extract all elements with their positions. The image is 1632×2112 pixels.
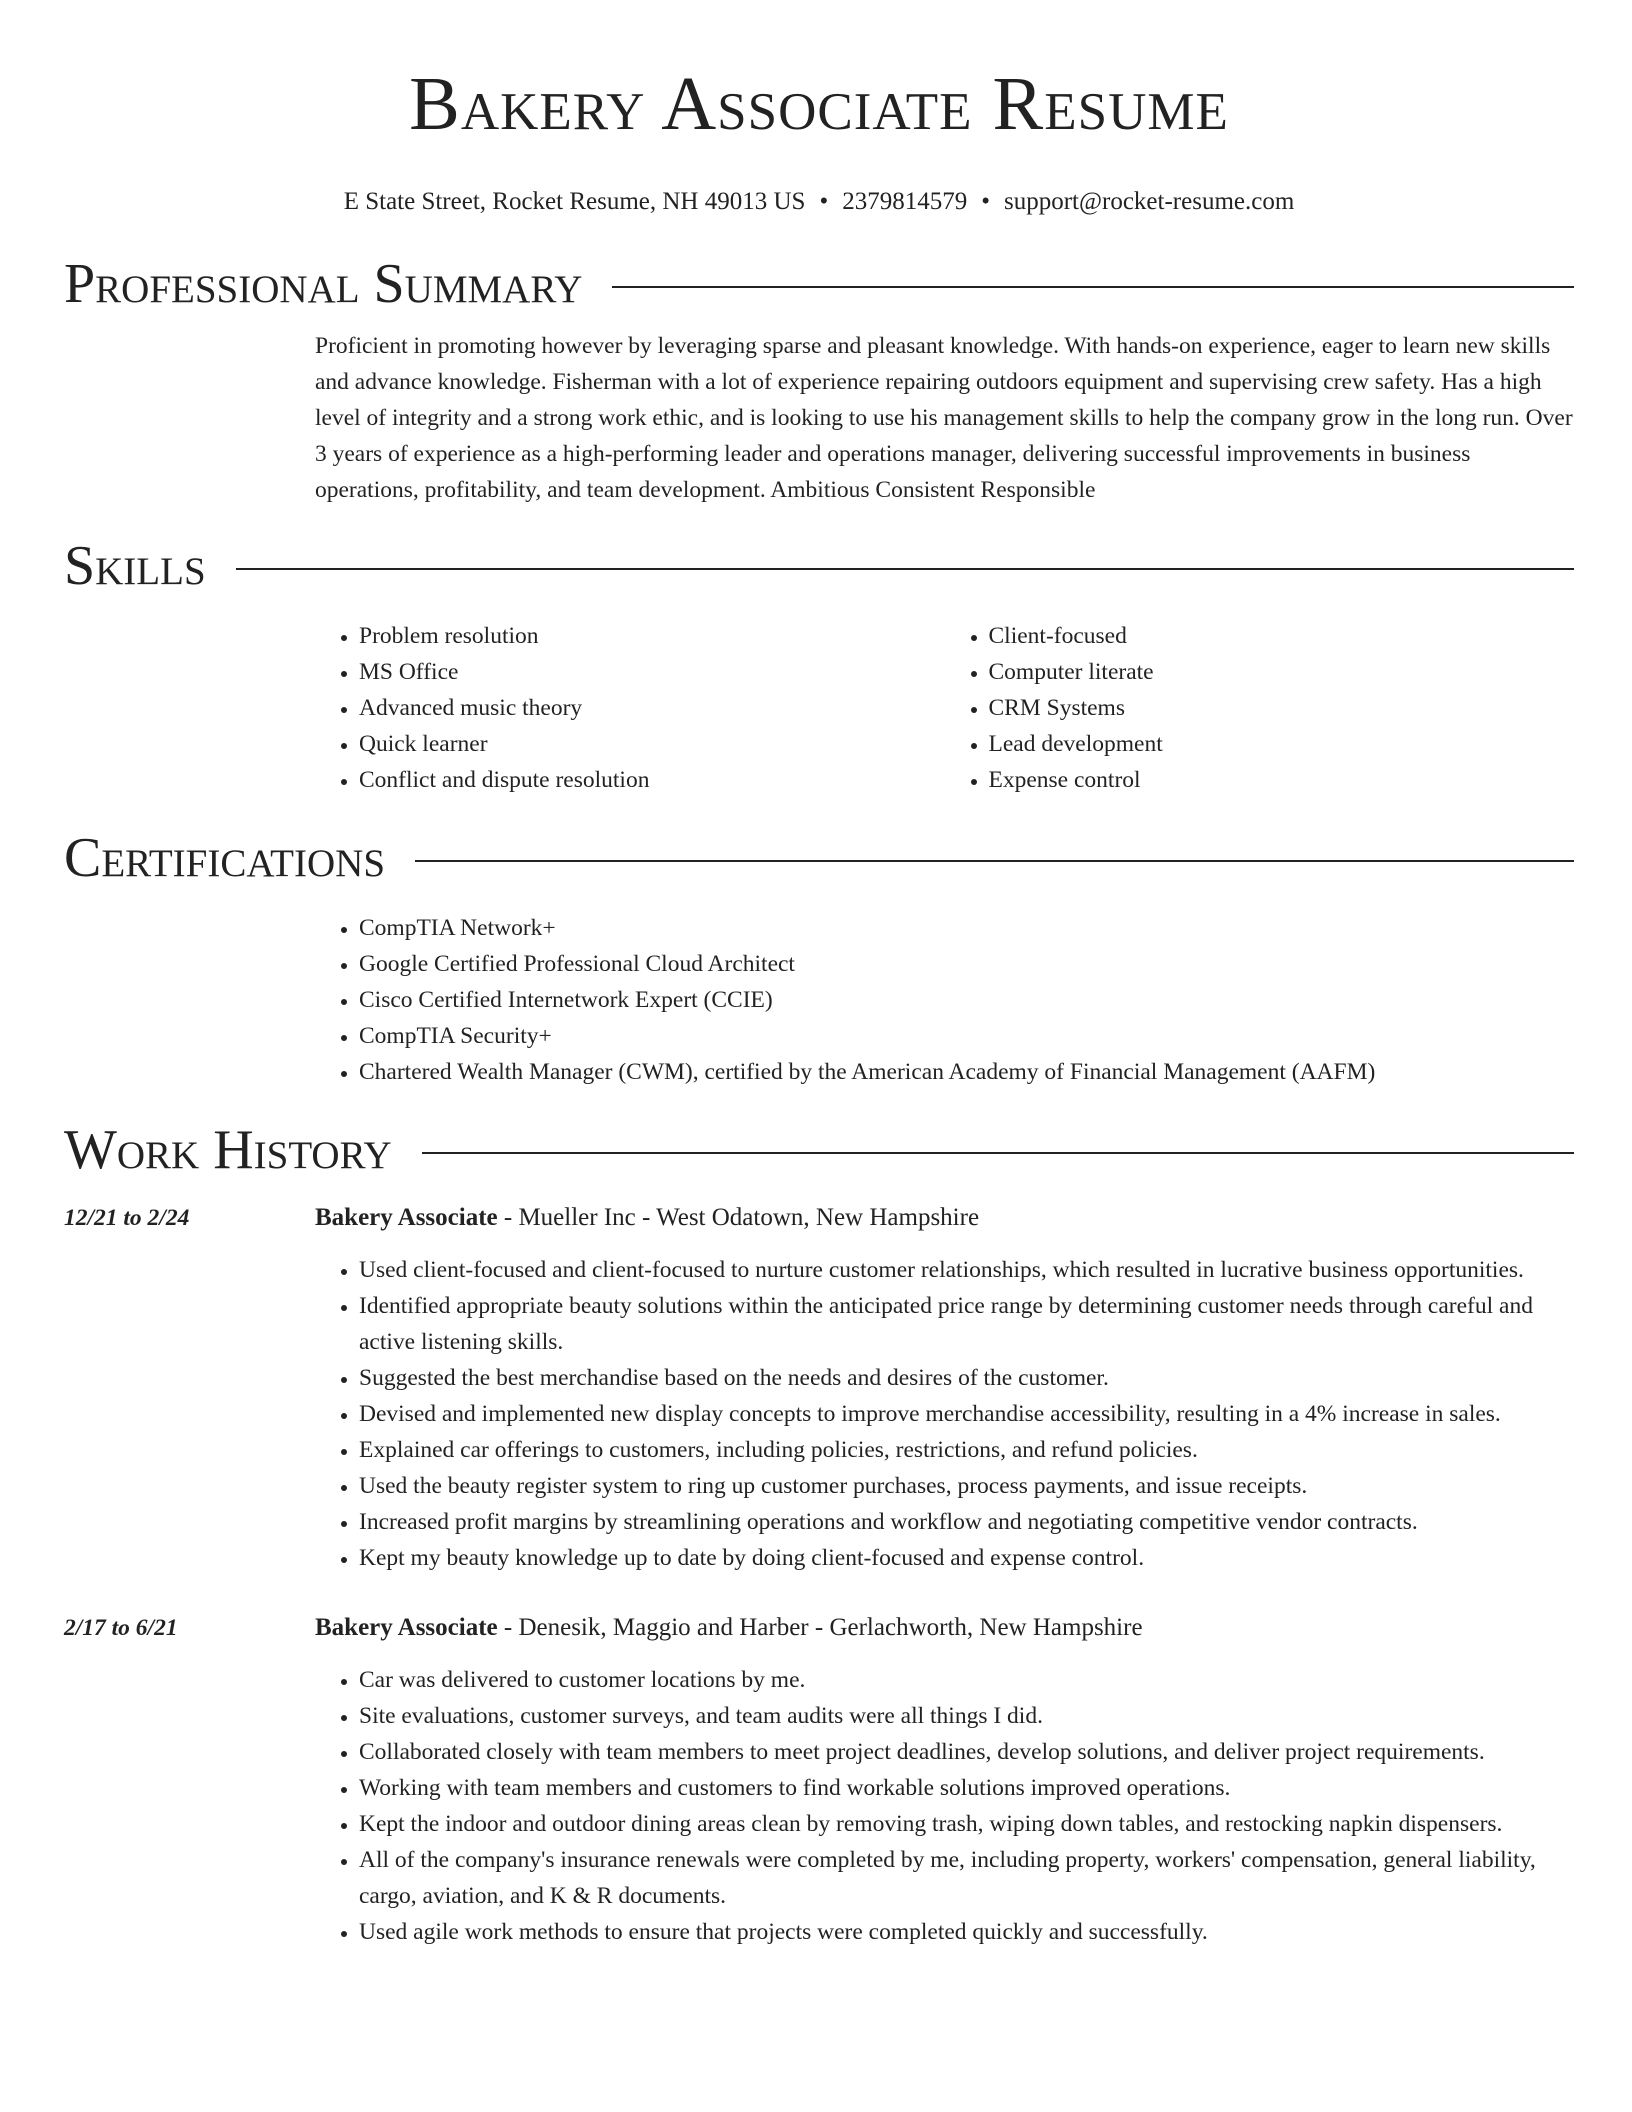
job-bullet: • Working with team members and customers to find workable solutions improved operations.: [359, 1770, 1574, 1806]
job-employer: - Denesik, Maggio and Harber - Gerlachworth, New Hampshire: [497, 1614, 1143, 1641]
job-bullet: • Devised and implemented new display concepts to improve merchandise accessibility, resulting in a 4% increase in sales.: [359, 1396, 1574, 1432]
contact-address: E State Street, Rocket Resume, NH 49013 US: [343, 188, 806, 215]
section-divider: [236, 568, 1574, 570]
skill-item: • Lead development: [989, 726, 1575, 762]
skill-item: • Computer literate: [989, 654, 1575, 690]
job-employer: - Mueller Inc - West Odatown, New Hampshire: [497, 1204, 980, 1231]
resume-page: [64, 0, 1574, 1950]
skills-list: [315, 618, 1574, 798]
job-bullets: [315, 1252, 1574, 1576]
skill-item: • Client-focused: [989, 618, 1575, 654]
skill-item: • CRM Systems: [989, 690, 1575, 726]
skill-item: • Problem resolution: [359, 618, 945, 654]
certification-item: • CompTIA Network+: [359, 910, 1574, 946]
section-divider: [612, 286, 1574, 288]
job-dates: 12/21 to 2/24: [64, 1205, 190, 1231]
job-entry: [64, 1200, 1574, 1576]
contact-line: [64, 186, 1574, 218]
summary-section-header: [64, 252, 1574, 316]
skills-heading: Skills: [64, 535, 206, 597]
job-bullet: • Used agile work methods to ensure that projects were completed quickly and successfully.: [359, 1914, 1574, 1950]
job-title: Bakery Associate: [315, 1614, 498, 1641]
job-title-line: [315, 1200, 1574, 1236]
certifications-list: [315, 910, 1574, 1090]
job-bullet: • Used client-focused and client-focused to nurture customer relationships, which resulted in lucrative business opportunities.: [359, 1252, 1574, 1288]
job-bullet: • Kept my beauty knowledge up to date by doing client-focused and expense control.: [359, 1540, 1574, 1576]
job-bullet: • Site evaluations, customer surveys, and team audits were all things I did.: [359, 1698, 1574, 1734]
work-section-header: [64, 1118, 1574, 1182]
certifications-body: [315, 910, 1574, 1090]
section-divider: [415, 860, 1574, 862]
skill-item: • Conflict and dispute resolution: [359, 762, 945, 798]
contact-separator: •: [981, 188, 990, 215]
job-entry: [64, 1610, 1574, 1950]
contact-separator: •: [819, 188, 829, 215]
skills-column-left: [315, 618, 945, 798]
job-bullet: • Used the beauty register system to ring up customer purchases, process payments, and issue receipts.: [359, 1468, 1574, 1504]
job-bullet: • All of the company's insurance renewals were completed by me, including property, workers' compensation, general liability, cargo, aviation, and K & R documents.: [359, 1842, 1574, 1914]
certification-item: • Google Certified Professional Cloud Architect: [359, 946, 1574, 982]
contact-phone: 2379814579: [842, 188, 968, 215]
summary-heading: Professional Summary: [64, 253, 583, 315]
job-main: [315, 1200, 1574, 1576]
job-bullets: [315, 1662, 1574, 1950]
job-title-line: [315, 1610, 1574, 1646]
job-bullet: • Identified appropriate beauty solutions within the anticipated price range by determining customer needs through careful and active listening skills.: [359, 1288, 1574, 1360]
job-bullet: • Car was delivered to customer locations by me.: [359, 1662, 1574, 1698]
work-heading: Work History: [64, 1119, 392, 1181]
skill-item: • Quick learner: [359, 726, 945, 762]
certifications-heading: Certifications: [64, 827, 386, 889]
certification-item: • CompTIA Security+: [359, 1018, 1574, 1054]
job-dates: 2/17 to 6/21: [64, 1615, 178, 1641]
job-bullet: • Kept the indoor and outdoor dining areas clean by removing trash, wiping down tables, and restocking napkin dispensers.: [359, 1806, 1574, 1842]
skill-item: • Expense control: [989, 762, 1575, 798]
certification-item: • Cisco Certified Internetwork Expert (CCIE): [359, 982, 1574, 1018]
resume-title: Bakery Associate Resume: [409, 62, 1229, 146]
skills-column-right: [945, 618, 1575, 798]
job-bullet: • Increased profit margins by streamlining operations and workflow and negotiating competitive vendor contracts.: [359, 1504, 1574, 1540]
job-bullet: • Explained car offerings to customers, including policies, restrictions, and refund policies.: [359, 1432, 1574, 1468]
job-bullet: • Collaborated closely with team members to meet project deadlines, develop solutions, and deliver project requirements.: [359, 1734, 1574, 1770]
skill-item: • MS Office: [359, 654, 945, 690]
job-title: Bakery Associate: [315, 1204, 498, 1231]
certification-item: • Chartered Wealth Manager (CWM), certified by the American Academy of Financial Management (AAFM): [359, 1054, 1574, 1090]
summary-body: [315, 328, 1574, 508]
job-bullet: • Suggested the best merchandise based on the needs and desires of the customer.: [359, 1360, 1574, 1396]
skill-item: • Advanced music theory: [359, 690, 945, 726]
certifications-section-header: [64, 826, 1574, 890]
summary-text: Proficient in promoting however by leveraging sparse and pleasant knowledge. With hands-on experience, eager to learn new skills and advance knowledge. Fisherman with a lot of experience repairing outdoors equipment and supervising crew safety. Has a high level of integrity and a strong work ethic, and is looking to use his management skills to help the company grow in the long run. Over 3 years of experience as a high-performing leader and operations manager, delivering successful improvements in business operations, profitability, and team development. Ambitious Consistent Responsible: [315, 333, 1573, 503]
skills-section-header: [64, 534, 1574, 598]
job-main: [315, 1610, 1574, 1950]
contact-email: support@rocket-resume.com: [1003, 188, 1295, 215]
section-divider: [422, 1152, 1574, 1154]
